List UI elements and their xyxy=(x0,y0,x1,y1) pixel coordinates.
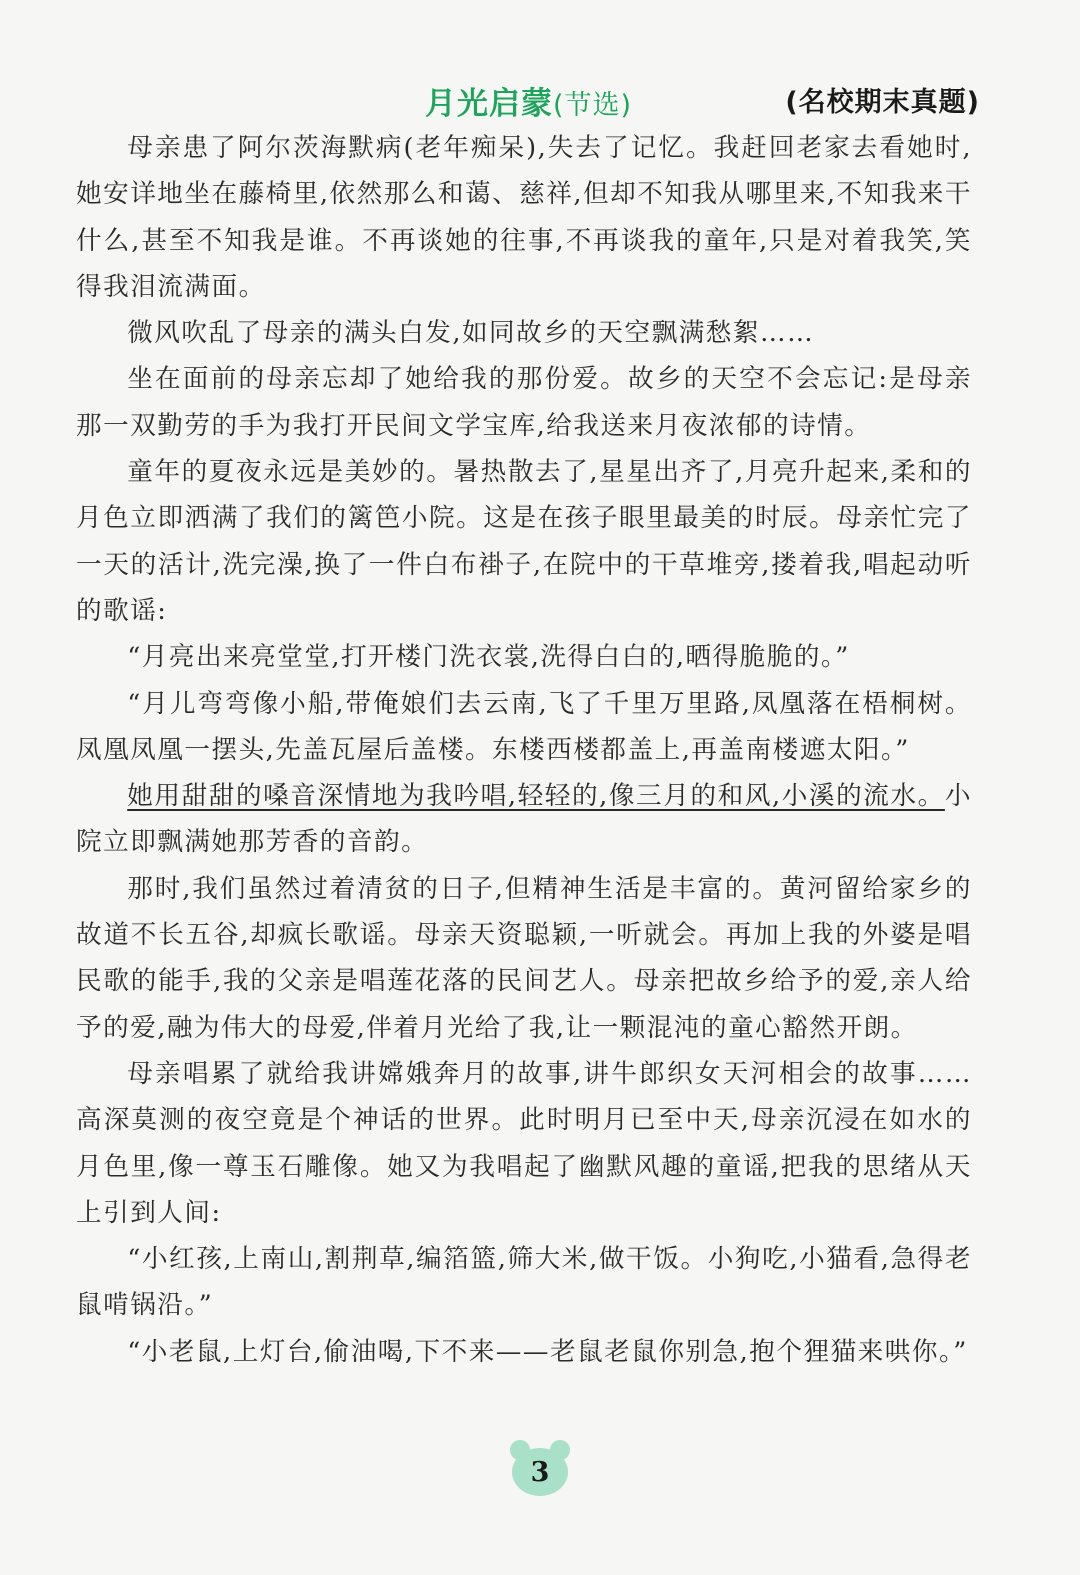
page-header xyxy=(0,78,1080,124)
paragraph: “小红孩,上南山,割荆草,编箔篮,筛大米,做干饭。小狗吃,小猫看,急得老鼠啃锅沿。” xyxy=(76,1244,972,1321)
paragraph: 母亲唱累了就给我讲嫦娥奔月的故事,讲牛郎织女天河相会的故事……高深莫测的夜空竟是个神话的世界。此时明月已至中天,母亲沉浸在如水的月色里,像一尊玉石雕像。她又为我唱起了幽默风趣的童谣,把我的思绪从天上引到人间: xyxy=(76,1058,972,1228)
article-title xyxy=(425,78,632,123)
paragraph: 童年的夏夜永远是美妙的。暑热散去了,星星出齐了,月亮升起来,柔和的月色立即洒满了我们的篱笆小院。这是在孩子眼里最美的时辰。母亲忙完了一天的活计,洗完澡,换了一件白布褂子,在院中的干草堆旁,搂着我,唱起动听的歌谣: xyxy=(76,457,972,626)
underlined-sentence: 她用甜甜的嗓音深情地为我吟唱,轻轻的,像三月的和风,小溪的流水。 xyxy=(127,781,945,812)
paragraph: “月亮出来亮堂堂,打开楼门洗衣裳,洗得白白的,晒得脆脆的。” xyxy=(127,642,850,673)
article-title-suffix: (节选) xyxy=(553,90,633,121)
paragraph: 坐在面前的母亲忘却了她给我的那份爱。故乡的天空不会忘记:是母亲那一双勤劳的手为我打开民间文学宝库,给我送来月夜浓郁的诗情。 xyxy=(76,364,972,441)
page-number: 3 xyxy=(512,1448,568,1496)
page-number-badge xyxy=(508,1440,572,1498)
paragraph: “月儿弯弯像小船,带俺娘们去云南,飞了千里万里路,凤凰落在梧桐树。凤凰凤凰一摆头,先盖瓦屋后盖楼。东楼西楼都盖上,再盖南楼遮太阳。” xyxy=(76,688,972,765)
source-badge: (名校期末真题) xyxy=(785,87,980,118)
paragraph: 那时,我们虽然过着清贫的日子,但精神生活是丰富的。黄河留给家乡的故道不长五谷,却疯长歌谣。母亲天资聪颖,一听就会。再加上我的外婆是唱民歌的能手,我的父亲是唱莲花落的民间艺人。母亲把故乡给予的爱,亲人给予的爱,融为伟大的母爱,伴着月光给了我,让一颗混沌的童心豁然开朗。 xyxy=(76,873,972,1043)
paragraph: “小老鼠,上灯台,偷油喝,下不来——老鼠老鼠你别急,抱个狸猫来哄你。” xyxy=(127,1336,968,1367)
paragraph-tail: 小院立即飘满她那芳香的音韵。 xyxy=(76,781,972,858)
paragraph-underlined xyxy=(76,773,972,866)
paragraph: 微风吹乱了母亲的满头白发,如同故乡的天空飘满愁絮…… xyxy=(127,318,815,349)
article-title-text: 月光启蒙 xyxy=(425,86,553,122)
paragraph: 母亲患了阿尔茨海默病(老年痴呆),失去了记忆。我赶回老家去看她时,她安详地坐在藤椅里,依然那么和蔼、慈祥,但却不知我从哪里来,不知我来干什么,甚至不知我是谁。不再谈她的往事,不再谈我的童年,只是对着我笑,笑得我泪流满面。 xyxy=(76,133,972,302)
article-body xyxy=(76,125,972,1375)
